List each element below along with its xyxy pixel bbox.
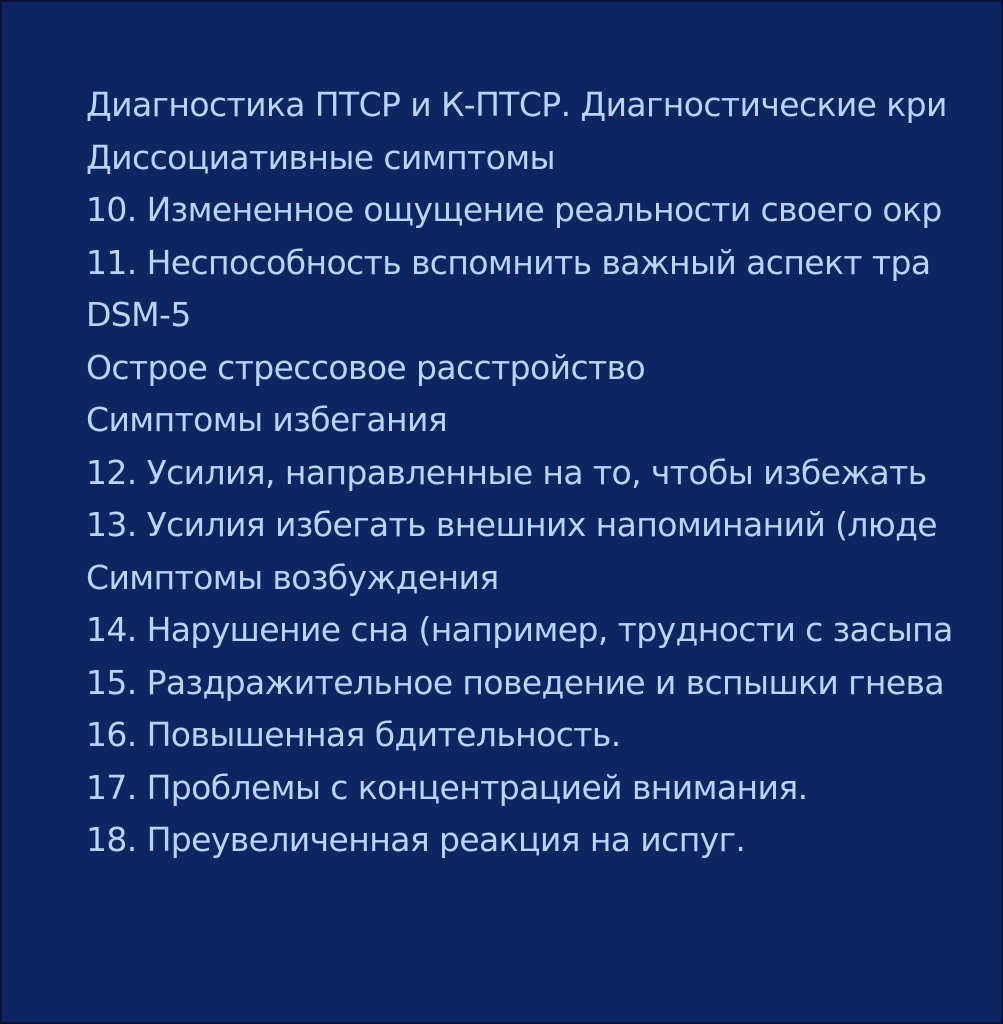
section-heading-arousal: Симптомы возбуждения — [86, 557, 499, 597]
section-heading-avoidance: Симптомы избегания — [86, 400, 448, 439]
criterion-14: 14. Нарушение сна (например, трудности с засыпа — [86, 610, 953, 649]
criterion-13: 13. Усилия избегать внешних напоминаний (люде — [86, 505, 938, 544]
slide-text-block — [86, 79, 1003, 867]
section-heading-dissociative: Диссоциативные симптомы — [86, 137, 556, 177]
criterion-16: 16. Повышенная бдительность. — [86, 715, 621, 754]
criterion-12: 12. Усилия, направленные на то, чтобы избежать — [86, 452, 927, 492]
criterion-10: 10. Измененное ощущение реальности своего окр — [86, 190, 942, 229]
criterion-15: 15. Раздражительное поведение и вспышки гнева — [86, 662, 944, 702]
slide-title: Диагностика ПТСР и К-ПТСР. Диагностические кри — [86, 85, 947, 124]
disorder-name: Острое стрессовое расстройство — [86, 347, 646, 387]
criterion-11: 11. Неспособность вспомнить важный аспект тра — [86, 242, 931, 282]
criterion-17: 17. Проблемы с концентрацией внимания. — [86, 767, 808, 807]
criterion-18: 18. Преувеличенная реакция на испуг. — [86, 820, 746, 859]
dsm-label: DSM-5 — [86, 295, 191, 334]
